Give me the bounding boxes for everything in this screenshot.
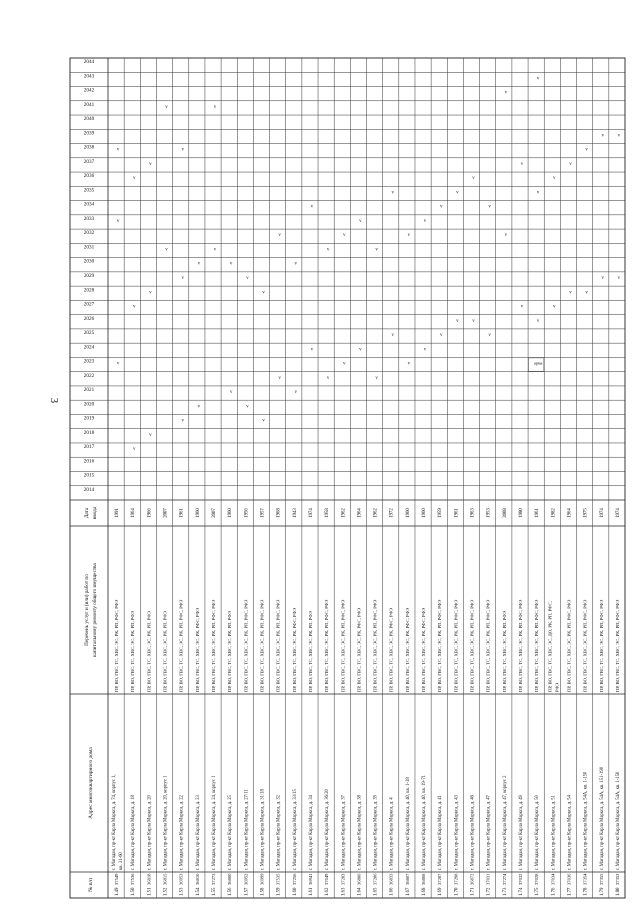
check-mark: v [407,361,411,367]
row-services: ПР, ВО, ГВС, ТС, ХВС, ЭС, РК, РП, РФС, РФЭ [453,599,459,692]
check-mark: v [213,247,217,253]
row-services: ПР, ВО, ГВС, ТС, ХВС, ЭС, РК, РФС, РФЭ [404,607,410,692]
row-num: 1.53 [179,887,185,896]
row-services: ПР, ВО, ГВС, ТС, ХВС, ЭС, РК, РП, РФС, РФЭ [275,599,281,692]
row-num: 1.55 [212,887,218,896]
check-mark: v [229,390,233,396]
header-year-2027: 2027 [83,301,95,308]
row-services: ПР, ВО, ГВС, ТС, ХВС, ЭС, РК, РП, РФС, РФЭ [485,599,491,692]
row-id: 37273 [211,873,217,885]
row-id: 37034 [550,873,556,885]
row-id: 36953 [178,873,184,885]
check-mark: v [359,347,362,353]
row-services: ПР, ВО, ГВС, ТС, ХВС, ЭС, РК, РФС, РФЭ [291,607,297,692]
row-id: 37283 [340,873,346,885]
check-mark: v [585,290,588,296]
row-services: ПР, ВО, ГВС, ТС, ХВС, ЭС, РК, РП, РФЭ [130,611,136,692]
row-id: 37352 [614,873,620,885]
row-id: 36872 [469,873,475,885]
row-address: г. Магадан, пр-кт Карла Маркса, д. 54А, кв. 1-150 [583,771,589,870]
check-mark: v [116,147,120,153]
row-address: г. Магадан, пр-кт Карла Маркса, д. 40, кв. 1-18 [405,777,411,870]
check-mark: v [536,318,540,324]
row-num: 1.78 [583,887,589,896]
row-address: г. Магадан, пр-кт Карла Маркса, д. 54 [567,795,573,870]
header-year-2032: 2032 [83,230,95,237]
check-mark: v [456,190,459,196]
row-year: 2007 [212,508,218,518]
check-mark: v [536,76,540,82]
check-mark: v [343,361,346,367]
check-mark: v [197,404,201,410]
row-year: 1961 [535,508,541,518]
row-services: ПР, ВО, ГВС, ТС, ХВС, ЭС, РК, РП, РФС, РФЭ [437,599,443,692]
row-address: г. Магадан, пр-кт Карла Маркса, д. 38 [357,795,363,870]
row-year: 1974 [599,508,605,518]
row-address: г. Магадан, пр-кт Карла Маркса, д. 33/15 [292,789,298,870]
check-mark: v [149,432,152,438]
check-mark: v [520,161,524,167]
row-services: ПР, ВО, ГВС, ТС, ХВС, ЭС, РК, РП, РФС, РФЭ [469,599,475,692]
row-services: ПР, ВО, ГВС, ТС, ХВС, ЭС, РК, РП, РФЭ [501,611,507,692]
page-number: 3 [48,398,59,403]
check-mark: v [488,333,491,339]
row-id: 37049 [324,873,330,885]
header-year-2042: 2042 [83,87,95,94]
row-address: г. Магадан, пр-кт Карла Маркса, д. 51 [551,795,557,870]
row-address: г. Магадан, пр-кт Карла Маркса, д. 49 [518,795,524,870]
check-mark: v [262,418,265,424]
row-services: ПР, ВО, ГВС, ТС, ХВС, ЭС, РК, РП, РФС, РФЭ [517,599,523,692]
header-year-2044: 2044 [83,59,95,66]
row-id: 37287 [437,873,443,885]
check-mark: v [116,218,120,224]
check-mark: v [472,176,475,182]
header-year-2038: 2038 [83,144,95,151]
row-num: 1.56 [228,887,234,896]
row-year: 1960 [195,508,201,518]
header-year-2033: 2033 [83,215,95,222]
header-year-2022: 2022 [83,372,95,379]
row-services: ПР, ВО, ГВС, ТС, ХВС, ЭС, РК, РП, РФС, РФЭ [211,599,217,692]
check-mark: v [601,133,605,139]
row-num: 1.73 [502,887,508,896]
row-num: 1.62 [325,887,331,896]
header-year: Дата [84,507,90,519]
check-mark: v [181,276,184,281]
row-services: ПР, ВО, ГВС, ТС, ХВС, ЭС, ДО, РК, РП, РФС, [547,601,553,692]
check-mark: v [132,304,136,310]
check-mark: v [132,176,136,182]
row-id: 36818 [146,873,152,885]
row-id: 36800 [227,873,233,885]
row-services: ПР, ВО, ГВС, ТС, ХВС, ЭС, РК, РФС, РФЭ [421,607,427,692]
table-frame [70,58,625,898]
row-num: 1.52 [163,887,169,896]
row-services: ПР, ВО, ГВС, ТС, ХВС, ЭС, РК, РП, РФС, РФЭ [372,599,378,692]
check-mark: v [439,204,443,210]
check-mark: v [262,290,265,296]
row-year: 1975 [583,508,589,518]
row-num: 1.64 [357,887,363,896]
row-services: ПР, ВО, ГВС, ТС, ХВС, ЭС, РК, РП, РФЭ [227,611,233,692]
row-year: 1964 [567,508,573,518]
row-year: 1966 [147,508,153,518]
check-mark: v [553,304,556,310]
row-services: ПР, ВО, ГВС, ТС, ХВС, ЭС, РК, РП, РФЭ [162,611,168,692]
row-address: г. Магадан, пр-кт Карла Маркса, д. 39 [373,795,379,870]
check-mark: v [294,261,298,267]
row-id: 36808 [421,873,427,885]
check-mark: v [246,404,249,410]
check-mark: v [423,347,427,353]
check-mark: v [165,247,168,253]
header-year-2020: 2020 [83,401,95,408]
check-mark: v [617,276,621,281]
row-year: 1974 [308,508,314,518]
check-mark: v [132,447,136,453]
check-mark: v [439,333,443,339]
row-year: 1964 [357,508,363,518]
row-services: ПР, ВО, ГВС, ТС, ХВС, ЭС, РК, РП, РФС, РФЭ [243,599,249,692]
check-mark: v [197,261,201,267]
row-services: ПР, ВО, ГВС, ТС, ХВС, ЭС, РК, РП, РФС, РФЭ [582,599,588,692]
row-year: 1991 [115,508,121,518]
header-address: Адрес многоквартирного дома [88,747,94,819]
row-services: ПР, ВО, ГВС, ТС, ХВС, ЭС, РК, РФС, РФЭ [356,607,362,692]
row-year: 1974 [615,508,621,518]
row-id: 37535 [275,873,281,885]
row-num: 1.49 [115,887,121,896]
annotation-text: арма [533,360,543,366]
row-address: г. Магадан, пр-кт Карла Маркса, д. 34 [308,795,314,870]
header-year-2031: 2031 [83,244,95,251]
row-year: 1960 [405,508,411,518]
header-year-2034: 2034 [83,201,95,208]
row-year: 1960 [228,508,234,518]
header-year-2016: 2016 [83,458,95,465]
row-year: 1958 [325,508,331,518]
row-services: ПР, ВО, ГВС, ТС, ХВС, ЭС, РК, РП, РФС, РФЭ [598,599,604,692]
row-services: ПР, ВО, ГВС, ТС, ХВС, ЭС, РК, РП, РФС, РФЭ [614,599,620,692]
check-mark: v [149,161,152,167]
header-year-2029: 2029 [83,273,95,279]
check-mark: v [375,247,378,253]
row-num: 1.72 [486,887,492,896]
header-year-2037: 2037 [83,158,95,165]
check-mark: v [294,390,298,396]
header-year-2018: 2018 [83,429,95,436]
row-year: 1982 [551,508,557,518]
row-num: 1.75 [535,887,541,896]
row-id: 36833 [388,873,394,885]
header-services: капитальному ремонту общего имущества [92,563,98,657]
row-num: 1.76 [551,887,557,896]
header-year-2036: 2036 [83,173,95,180]
check-mark: v [181,147,184,153]
row-id: 37549 [114,873,120,885]
row-num: 1.54 [195,887,201,896]
check-mark: v [601,276,605,281]
row-num: 1.80 [615,887,621,896]
row-id: 37274 [501,873,507,885]
row-id: 37536 [130,873,136,885]
header-year-2040: 2040 [83,116,95,123]
row-services: ПР, ВО, ГВС, ТС, ХВС, ЭС, РК, РП, РФС, РФЭ [324,599,330,692]
row-address: г. Магадан, пр-кт Карла Маркса, д. 43 [454,795,460,870]
header-year-2015: 2015 [83,472,95,479]
row-num: 1.57 [244,887,250,896]
check-mark: v [278,375,281,381]
row-services: ПР, ВО, ГВС, ТС, ХВС, ЭС, РК, РП, РФС, РФЭ [340,599,346,692]
row-num: 1.65 [373,887,379,896]
row-year: 1957 [260,508,266,518]
row-services: ПР, ВО, ГВС, ТС, ХВС, ЭС, РК, РП, РФЭ [307,611,313,692]
row-address: г. Магадан, пр-кт Карла Маркса, д. 25 [228,795,234,870]
check-mark: v [504,233,508,239]
header-year-2023: 2023 [83,358,95,365]
row-id: 36952 [243,873,249,885]
check-mark: v [520,304,524,310]
row-services: ПР, ВО, ГВС, ТС, ХВС, ЭС, РК, РП, РФС, РФЭ [534,599,540,692]
check-mark: v [569,161,572,167]
header-year-2039: 2039 [83,130,95,137]
row-year: 1962 [373,508,379,518]
check-mark: v [536,190,540,196]
row-address: г. Магадан, пр-кт Карла Маркса, д. 24, корпус 1 [212,775,218,870]
check-mark: v [585,147,588,153]
row-address: г. Магадан, пр-кт Карла Маркса, д. 41 [438,795,444,870]
row-num: 1.60 [292,887,298,896]
check-mark: v [278,233,281,239]
row-address: г. Магадан, пр-кт Карла Маркса, д. 37 [341,795,347,870]
check-mark: v [359,218,362,224]
check-mark: v [165,104,168,110]
row-services: РФЭ [554,682,560,692]
check-mark: v [391,190,394,196]
row-services: ПР, ВО, ГВС, ТС, ХВС, ЭС, РК, РФС, РФЭ [194,607,200,692]
check-mark: v [116,361,120,367]
row-id: 37298 [453,873,459,885]
row-address: г. Магадан, пр-кт Карла Маркса, д. 74, корпус 1, [112,774,118,870]
row-num: 1.77 [567,887,573,896]
row-id: 37354 [582,873,588,885]
row-year: 2008 [502,508,508,518]
row-year: 1972 [389,508,395,518]
row-address: г. Магадан, пр-кт Карла Маркса, д. 23 [195,795,201,870]
row-address: г. Магадан, пр-кт Карла Маркса, д. 31/18 [260,789,266,870]
check-mark: v [326,375,330,381]
row-num: 1.74 [518,887,524,896]
check-mark: v [181,418,184,424]
row-address: г. Магадан, пр-кт Карла Маркса, д. 46 [470,795,476,870]
row-address: г. Магадан, пр-кт Карла Маркса, д. 20 [147,795,153,870]
row-num: 1.66 [389,887,395,896]
check-mark: v [407,233,411,239]
row-address: г. Магадан, пр-кт Карла Маркса, д. 54А, кв. 151-190 [599,766,605,870]
row-address: г. Магадан, пр-кт Карла Маркса, д. 47, корпус 2 [502,775,508,870]
row-num: 1.61 [308,887,314,896]
row-num: 1.63 [341,887,347,896]
check-mark: v [149,290,152,296]
row-address: г. Магадан, пр-кт Карла Маркса, д. 32 [276,795,282,870]
row-num: 1.70 [454,887,460,896]
check-mark: v [553,176,556,182]
row-id: 36941 [307,873,313,885]
check-mark: v [456,318,459,324]
row-year: 1943 [292,508,298,518]
row-id: 36999 [259,873,265,885]
header-year-2035: 2035 [83,187,95,194]
header-year-2030: 2030 [83,258,95,265]
row-num: 1.51 [147,887,153,896]
check-mark: v [488,204,491,210]
row-year: 2007 [163,508,169,518]
row-year: 1956 [244,508,250,518]
check-mark: v [246,276,249,281]
check-mark: v [375,375,378,381]
row-address: г. Магадан, пр-кт Карла Маркса, д. 18 [131,795,137,870]
check-mark: v [310,204,314,210]
row-address: г. Магадан, пр-кт Карла Маркса, д. 36/20 [325,789,331,870]
row-num: 1.71 [470,887,476,896]
row-address: г. Магадан, пр-кт Карла Маркса, д. 50 [535,795,541,870]
row-id: 37286 [372,873,378,885]
header-year-2041: 2041 [83,101,95,108]
row-id: 37256 [291,873,297,885]
row-num: 1.67 [405,887,411,896]
header-year-2024: 2024 [83,344,95,351]
row-year: 1964 [131,508,137,518]
check-mark: v [343,233,346,239]
row-num: 1.79 [599,887,605,896]
row-services: ПР, ВО, ГВС, ТС, ХВС, ЭС, РК, РФС, РФЭ [388,607,394,692]
row-address: г. Магадан, пр-кт Карла Маркса, д. 27/11 [244,789,250,870]
check-mark: v [472,318,475,324]
row-year: 1961 [454,508,460,518]
check-mark: v [504,90,508,96]
header-year-2026: 2026 [83,315,95,322]
row-address: кв. 31-60 [119,852,125,870]
check-mark: v [310,347,314,353]
check-mark: v [326,247,330,253]
row-id: 36807 [404,873,410,885]
row-year: 1961 [179,508,185,518]
header-year-2043: 2043 [83,73,95,80]
header-services: Перечень услуг и (или) работ по [84,574,90,646]
row-year: 1962 [341,508,347,518]
header-year-2014: 2014 [83,486,95,493]
row-address: г. Магадан, пр-кт Карла Маркса, д. 54А, кв. 1-150 [615,771,621,870]
row-address: г. Магадан, пр-кт Карла Маркса, д. 4 [389,797,395,870]
row-services: ПР, ВО, ГВС, ТС, ХВС, ЭС, РК, РП, РФС, РФЭ [114,599,120,692]
header-year-2025: 2025 [83,330,95,337]
row-services: ПР, ВО, ГВС, ТС, ХВС, ЭС, РК, РП, РФС, РФЭ [178,599,184,692]
row-year: 1980 [518,508,524,518]
row-services: ПР, ВО, ГВС, ТС, ХВС, ЭС, РК, РП, РФС, РФЭ [566,599,572,692]
header-year: ввода [92,506,98,520]
check-mark: v [229,261,233,267]
check-mark: v [391,333,394,339]
row-address: г. Магадан, пр-кт Карла Маркса, д. 20, корпус 1 [163,775,169,870]
check-mark: v [423,218,427,224]
header-year-2017: 2017 [83,444,95,451]
row-year: 1968 [276,508,282,518]
header-year-2019: 2019 [83,415,95,422]
row-services: ПР, ВО, ГВС, ТС, ХВС, ЭС, РК, РП, РФС, РФЭ [259,599,265,692]
row-address: г. Магадан, пр-кт Карла Маркса, д. 47 [486,795,492,870]
row-id: 37355 [598,873,604,885]
row-num: 1.58 [260,887,266,896]
check-mark: v [617,133,621,139]
row-address: г. Магадан, пр-кт Карла Маркса, д. 22 [179,795,185,870]
row-id: 37036 [566,873,572,885]
check-mark: v [569,290,572,296]
row-num: 1.69 [438,887,444,896]
row-year: 1960 [422,508,428,518]
header-year-2021: 2021 [83,387,95,394]
row-id: 37031 [485,873,491,885]
row-num: 1.50 [131,887,137,896]
row-services: ПР, ВО, ГВС, ТС, ХВС, ЭС, РК, РП, РФЭ [146,611,152,692]
header-year-2028: 2028 [83,287,95,294]
row-id: 36810 [194,873,200,885]
row-id: 36886 [356,873,362,885]
header-num: № п/п [88,877,94,893]
check-mark: v [213,104,217,110]
row-id: 36815 [162,873,168,885]
row-num: 1.59 [276,887,282,896]
row-year: 1953 [486,508,492,518]
row-num: 1.68 [422,887,428,896]
row-year: 1963 [470,508,476,518]
row-year: 1959 [438,508,444,518]
row-id: 37032 [517,873,523,885]
row-address: г. Магадан, пр-кт Карла Маркса, д. 40, кв. 19-71 [422,774,428,870]
row-id: 37028 [534,873,540,885]
